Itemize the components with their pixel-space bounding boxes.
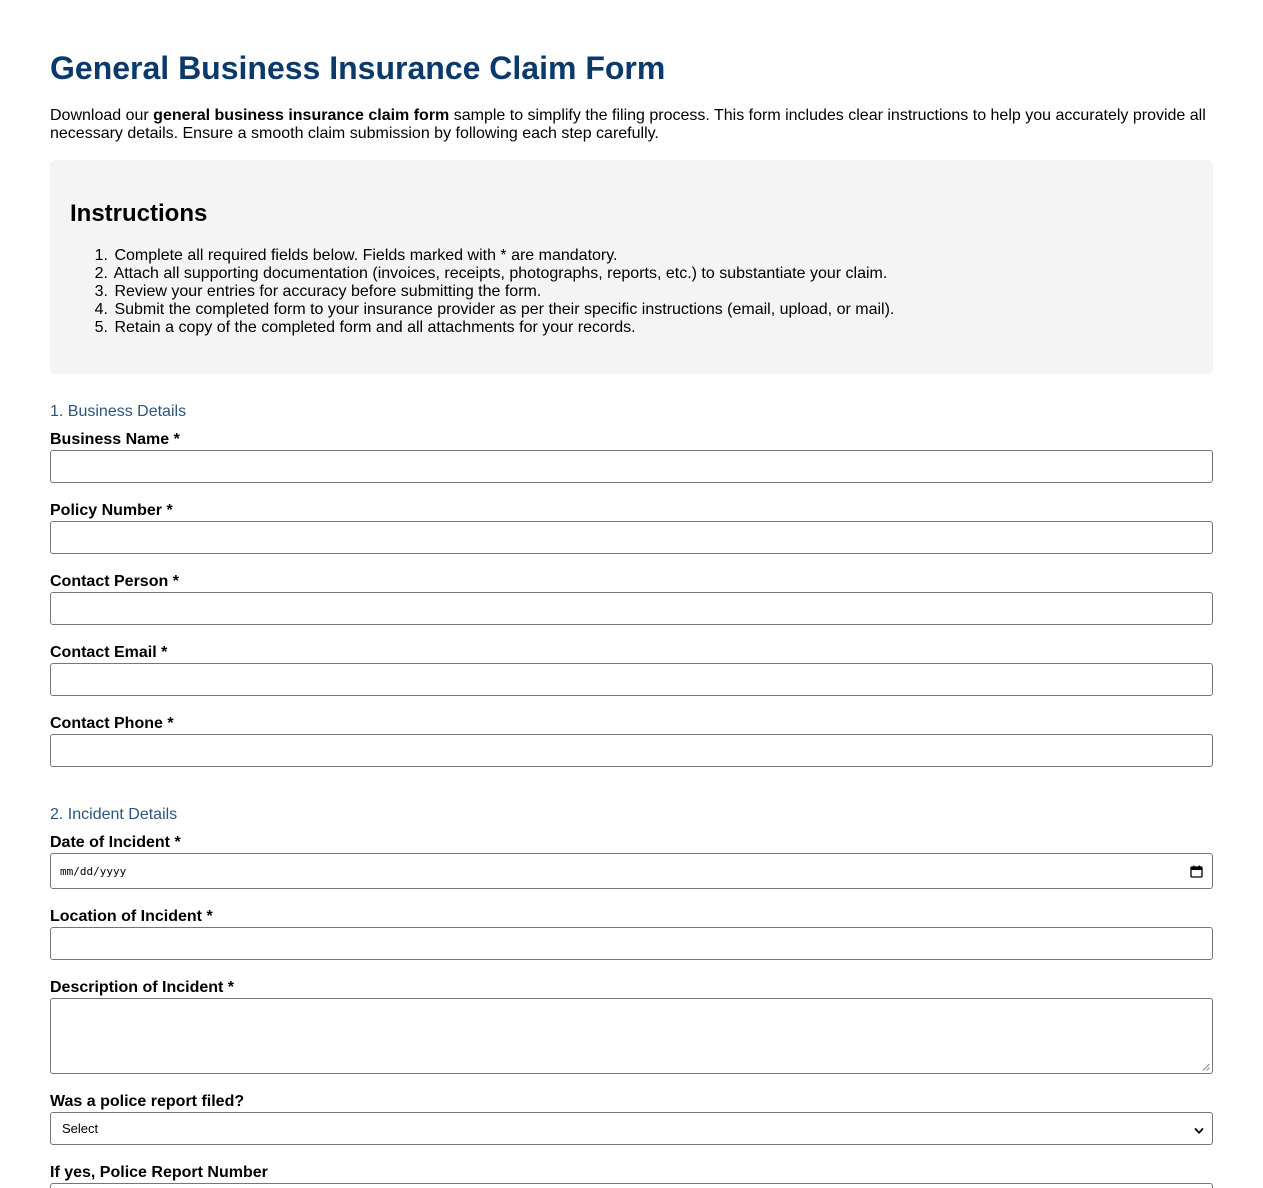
instructions-title: Instructions — [70, 200, 208, 227]
instruction-text: Attach all supporting documentation (invoices, receipts, photographs, reports, etc.) to substantiate your claim. — [113, 265, 888, 282]
calendar-icon[interactable] — [1190, 865, 1203, 878]
business-name-input[interactable] — [50, 450, 1213, 483]
instruction-number: 4. — [94, 301, 108, 318]
instruction-item — [94, 247, 894, 265]
contact-phone-label: Contact Phone * — [50, 715, 174, 732]
police-report-select[interactable] — [50, 1112, 1213, 1145]
police-report-selected-value: Select — [62, 1121, 99, 1136]
instruction-number: 3. — [94, 283, 108, 300]
contact-email-label: Contact Email * — [50, 644, 168, 661]
instruction-text: Review your entries for accuracy before submitting the form. — [114, 283, 542, 300]
contact-email-input[interactable] — [50, 663, 1213, 696]
intro-text-start: Download our — [50, 107, 154, 124]
contact-person-input[interactable] — [50, 592, 1213, 625]
instruction-number: 5. — [94, 319, 108, 336]
date-of-incident-label: Date of Incident * — [50, 834, 181, 851]
police-report-label: Was a police report filed? — [50, 1093, 245, 1110]
instruction-item — [94, 301, 895, 319]
instruction-number: 2. — [94, 265, 108, 282]
description-of-incident-label: Description of Incident * — [50, 979, 235, 996]
instruction-item — [94, 319, 894, 337]
resize-grip-icon[interactable] — [1202, 1063, 1210, 1071]
description-of-incident-textarea[interactable] — [50, 998, 1213, 1074]
instructions-panel — [50, 160, 1213, 374]
location-of-incident-label: Location of Incident * — [50, 908, 213, 925]
intro-text-bold: general business insurance claim form — [153, 107, 450, 124]
section-heading-incident-details: 2. Incident Details — [50, 806, 178, 823]
police-report-number-input[interactable] — [50, 1183, 1213, 1188]
instruction-text: Retain a copy of the completed form and all attachments for your records. — [114, 319, 636, 336]
instruction-text: Complete all required fields below. Fields marked with * are mandatory. — [114, 247, 618, 264]
instruction-text: Submit the completed form to your insurance provider as per their specific instructions (email, upload, or mail). — [114, 301, 895, 318]
policy-number-input[interactable] — [50, 521, 1213, 554]
instructions-list — [94, 247, 895, 337]
business-name-label: Business Name * — [50, 431, 180, 448]
instruction-item — [94, 283, 894, 301]
instruction-number: 1. — [94, 247, 108, 264]
instruction-item — [94, 265, 894, 283]
location-of-incident-input[interactable] — [50, 927, 1213, 960]
policy-number-label: Policy Number * — [50, 502, 173, 519]
page-title: General Business Insurance Claim Form — [50, 50, 666, 86]
intro-paragraph — [50, 107, 1213, 143]
contact-phone-input[interactable] — [50, 734, 1213, 767]
contact-person-label: Contact Person * — [50, 573, 179, 590]
date-placeholder: mm/dd/yyyy — [60, 864, 127, 878]
date-of-incident-input[interactable] — [50, 853, 1213, 889]
section-heading-business-details: 1. Business Details — [50, 403, 187, 420]
chevron-down-icon — [1194, 1124, 1204, 1134]
police-report-number-label: If yes, Police Report Number — [50, 1164, 268, 1181]
intro-text-end: sample to simplify the filing process. This form includes clear instructions to help you accurately provide all necessary details. Ensure a smooth claim submission by following each step carefully. — [50, 107, 1206, 142]
